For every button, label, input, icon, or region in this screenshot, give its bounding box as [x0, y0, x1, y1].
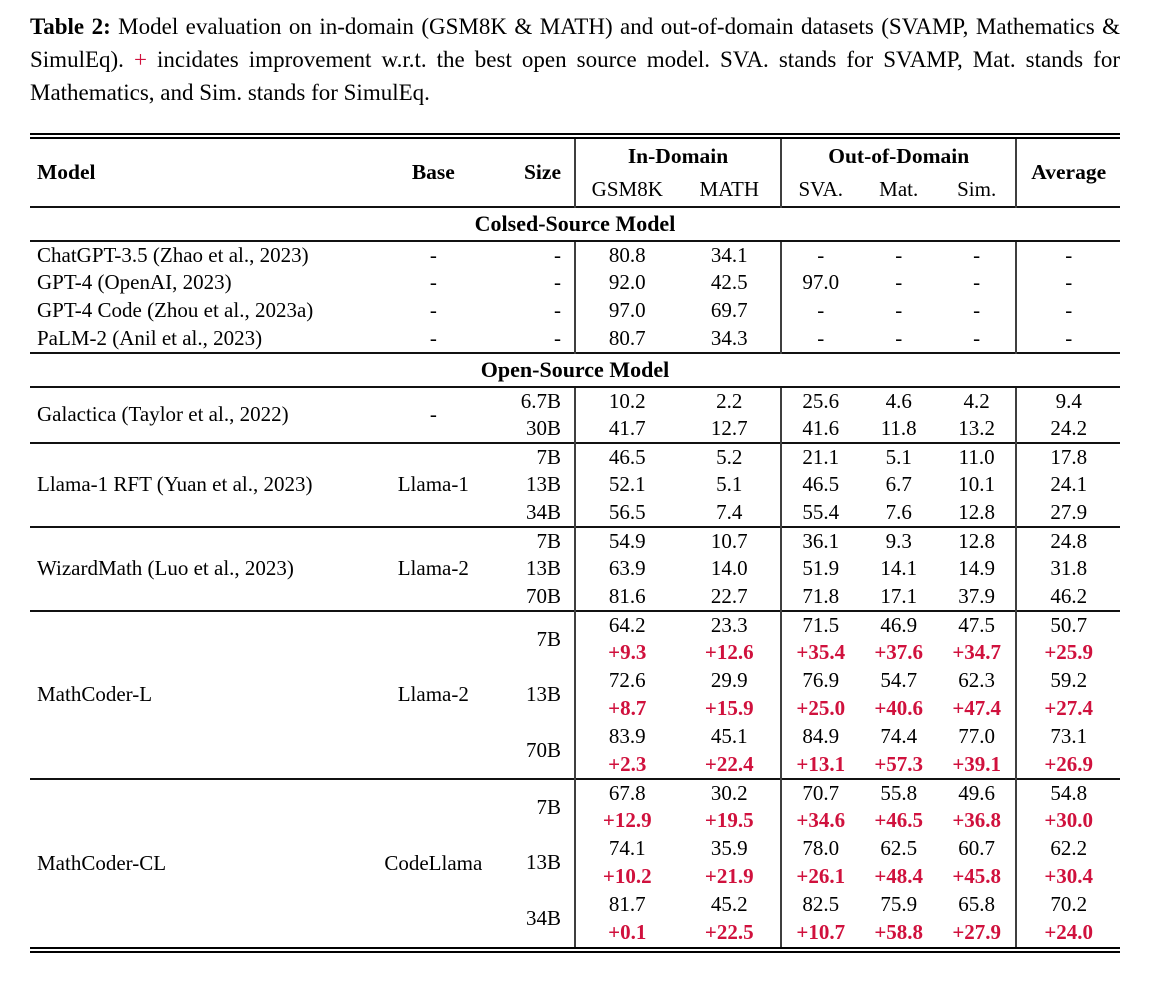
size-cell: 70B [525, 583, 561, 608]
score-cell: 54.9 [575, 527, 679, 555]
size-cell: - [554, 298, 561, 323]
score-cell: 83.9 [575, 723, 679, 751]
improvement-cell: +22.5 [704, 920, 754, 945]
score-cell: - [973, 298, 981, 323]
score-cell: 70.7 [781, 779, 859, 807]
score-cell: 31.8 [1016, 555, 1120, 583]
score-cell: 6.7 [885, 472, 912, 497]
improvement-cell: +2.3 [575, 751, 679, 779]
score-cell: 71.8 [781, 583, 859, 611]
col-header-model: Model [37, 159, 96, 184]
size-cell: 34B [525, 906, 561, 931]
size-cell: 7B [488, 443, 575, 471]
score-cell: 11.8 [880, 415, 917, 440]
score-cell: - [895, 325, 903, 350]
size-cell: 70B [525, 737, 561, 762]
size-cell: 7B [488, 779, 575, 835]
score-cell: 73.1 [1016, 723, 1120, 751]
table-header [30, 139, 1120, 207]
improvement-cell: +37.6 [874, 640, 924, 665]
table-body [30, 207, 1120, 947]
base-cell: - [429, 270, 437, 295]
score-cell: 41.6 [781, 415, 859, 443]
improvement-cell: +27.9 [952, 920, 1002, 945]
section-title: Colsed-Source Model [30, 207, 1120, 241]
improvement-cell: +15.9 [704, 696, 754, 721]
score-cell: 56.5 [575, 499, 679, 527]
score-cell: 24.8 [1016, 527, 1120, 555]
score-cell: 17.8 [1016, 443, 1120, 471]
col-header-mathematics: Mat. [879, 177, 919, 202]
score-cell: - [781, 241, 859, 269]
col-header-average: Average [1016, 139, 1120, 207]
score-cell: 37.9 [958, 583, 996, 608]
score-cell: 59.2 [1016, 667, 1120, 695]
score-cell: 69.7 [710, 298, 748, 323]
caption-text-1: Model evaluation on in-domain (GSM8K & MATH) and out-of-domain datasets (SVAMP, Mathematics & SimulEq). [30, 14, 1120, 72]
score-cell: 14.9 [958, 556, 996, 581]
size-cell: 30B [525, 415, 561, 440]
score-cell: 65.8 [958, 892, 996, 917]
improvement-cell: +26.9 [1016, 751, 1120, 779]
score-cell: 4.2 [938, 387, 1016, 415]
score-cell: 64.2 [575, 611, 679, 639]
score-cell: 14.0 [710, 556, 748, 581]
size-cell: - [554, 242, 561, 267]
model-name-cell: PaLM-2 (Anil et al., 2023) [37, 325, 263, 350]
caption-plus-sign: + [133, 46, 147, 72]
size-cell: - [554, 270, 561, 295]
score-cell: 13.2 [958, 415, 996, 440]
improvement-cell: +0.1 [575, 919, 679, 947]
score-cell: 74.1 [575, 835, 679, 863]
score-cell: 10.2 [575, 387, 679, 415]
score-cell: 41.7 [575, 415, 679, 443]
improvement-cell: +35.4 [781, 639, 859, 667]
score-cell: 97.0 [781, 269, 859, 297]
score-cell: 2.2 [679, 387, 781, 415]
score-cell: 55.8 [859, 779, 937, 807]
col-group-in-domain: In-Domain [575, 139, 781, 174]
improvement-cell: +19.5 [704, 808, 754, 833]
model-name-cell: WizardMath (Luo et al., 2023) [30, 527, 379, 611]
base-cell: Llama-2 [379, 611, 488, 779]
score-cell: 24.2 [1016, 415, 1120, 443]
size-cell: 7B [488, 527, 575, 555]
score-cell: - [973, 325, 981, 350]
score-cell: 24.1 [1016, 471, 1120, 499]
score-cell: - [895, 270, 903, 295]
model-name-cell: GPT-4 Code (Zhou et al., 2023a) [37, 298, 314, 323]
score-cell: 9.4 [1016, 387, 1120, 415]
score-cell: - [1016, 325, 1120, 353]
caption-text-2: incidates improvement w.r.t. the best open source model. SVA. stands for SVAMP, Mat. stands for Mathematics, and Sim. stands for SimulEq. [30, 46, 1121, 105]
section-title: Open-Source Model [30, 353, 1120, 387]
score-cell: - [781, 325, 859, 353]
base-cell: - [429, 242, 437, 267]
score-cell: 81.7 [575, 891, 679, 919]
score-cell: 35.9 [710, 836, 748, 861]
score-cell: 62.5 [880, 836, 918, 861]
score-cell: 7.4 [716, 499, 743, 524]
improvement-cell: +13.1 [781, 751, 859, 779]
size-cell: 13B [525, 850, 561, 875]
score-cell: 25.6 [781, 387, 859, 415]
score-cell: 84.9 [781, 723, 859, 751]
size-cell: 6.7B [488, 387, 575, 415]
model-name-cell: Galactica (Taylor et al., 2022) [30, 387, 379, 443]
improvement-cell: +21.9 [704, 864, 754, 889]
score-cell: 27.9 [1016, 499, 1120, 527]
score-cell: - [781, 297, 859, 325]
score-cell: 50.7 [1016, 611, 1120, 639]
score-cell: 63.9 [575, 555, 679, 583]
improvement-cell: +39.1 [952, 751, 1002, 776]
score-cell: - [1016, 241, 1120, 269]
score-cell: 72.6 [575, 667, 679, 695]
improvement-cell: +47.4 [952, 696, 1002, 721]
score-cell: 71.5 [781, 611, 859, 639]
improvement-cell: +24.0 [1016, 919, 1120, 947]
col-group-out-of-domain: Out-of-Domain [781, 139, 1016, 174]
score-cell: 42.5 [710, 270, 748, 295]
score-cell: 12.8 [958, 499, 996, 524]
score-cell: 60.7 [958, 836, 996, 861]
size-cell: - [554, 325, 561, 350]
results-table-frame [30, 133, 1120, 953]
score-cell: 23.3 [679, 611, 781, 639]
size-cell: 13B [525, 556, 561, 581]
score-cell: 81.6 [575, 583, 679, 611]
score-cell: 80.8 [575, 241, 679, 269]
improvement-cell: +48.4 [874, 864, 924, 889]
score-cell: 55.4 [781, 499, 859, 527]
size-cell: 13B [525, 472, 561, 497]
score-cell: 67.8 [575, 779, 679, 807]
improvement-cell: +27.4 [1016, 695, 1120, 723]
score-cell: 17.1 [880, 583, 918, 608]
score-cell: 12.7 [710, 415, 748, 440]
score-cell: 46.5 [575, 443, 679, 471]
size-cell: 13B [525, 682, 561, 707]
improvement-cell: +34.7 [952, 640, 1002, 665]
model-name-cell: Llama-1 RFT (Yuan et al., 2023) [30, 443, 379, 527]
improvement-cell: +45.8 [952, 864, 1002, 889]
col-header-size: Size [523, 159, 561, 184]
score-cell: 5.1 [716, 472, 743, 497]
score-cell: 21.1 [781, 443, 859, 471]
improvement-cell: +12.6 [704, 640, 754, 665]
score-cell: 92.0 [575, 269, 679, 297]
score-cell: 47.5 [938, 611, 1016, 639]
score-cell: 5.1 [859, 443, 937, 471]
improvement-cell: +10.7 [781, 919, 859, 947]
score-cell: 82.5 [781, 891, 859, 919]
score-cell: 77.0 [958, 724, 996, 749]
results-table [30, 139, 1120, 947]
score-cell: - [973, 242, 981, 267]
score-cell: - [895, 242, 903, 267]
score-cell: 46.2 [1016, 583, 1120, 611]
base-cell: - [429, 298, 437, 323]
score-cell: 10.7 [679, 527, 781, 555]
score-cell: 45.1 [710, 724, 748, 749]
score-cell: 97.0 [575, 297, 679, 325]
score-cell: 9.3 [859, 527, 937, 555]
improvement-cell: +30.4 [1016, 863, 1120, 891]
score-cell: 80.7 [575, 325, 679, 353]
improvement-cell: +34.6 [781, 807, 859, 835]
score-cell: 70.2 [1016, 891, 1120, 919]
improvement-cell: +40.6 [874, 696, 924, 721]
score-cell: - [895, 298, 903, 323]
score-cell: - [973, 270, 981, 295]
table-caption [30, 11, 1120, 110]
score-cell: 54.8 [1016, 779, 1120, 807]
improvement-cell: +30.0 [1016, 807, 1120, 835]
improvement-cell: +22.4 [704, 751, 754, 776]
improvement-cell: +46.5 [874, 808, 924, 833]
col-header-svamp: SVA. [781, 174, 859, 207]
base-cell: CodeLlama [379, 779, 488, 947]
improvement-cell: +58.8 [874, 920, 924, 945]
improvement-cell: +10.2 [575, 863, 679, 891]
score-cell: 7.6 [885, 499, 912, 524]
col-header-base: Base [411, 159, 455, 184]
model-name-cell: MathCoder-L [30, 611, 379, 779]
score-cell: 46.9 [859, 611, 937, 639]
score-cell: 51.9 [781, 555, 859, 583]
base-cell: - [429, 325, 437, 350]
score-cell: 78.0 [781, 835, 859, 863]
improvement-cell: +25.0 [781, 695, 859, 723]
score-cell: - [1016, 269, 1120, 297]
base-cell: - [379, 387, 488, 443]
improvement-cell: +9.3 [575, 639, 679, 667]
score-cell: 45.2 [710, 892, 748, 917]
score-cell: 12.8 [938, 527, 1016, 555]
improvement-cell: +12.9 [575, 807, 679, 835]
improvement-cell: +57.3 [874, 751, 924, 776]
model-name-cell: ChatGPT-3.5 (Zhao et al., 2023) [37, 242, 309, 267]
score-cell: 62.2 [1016, 835, 1120, 863]
score-cell: 74.4 [880, 724, 918, 749]
score-cell: 76.9 [781, 667, 859, 695]
score-cell: 30.2 [679, 779, 781, 807]
model-name-cell: GPT-4 (OpenAI, 2023) [37, 270, 232, 295]
col-header-gsm8k: GSM8K [575, 174, 679, 207]
score-cell: 54.7 [880, 668, 918, 693]
score-cell: 5.2 [679, 443, 781, 471]
base-cell: Llama-1 [379, 443, 488, 527]
score-cell: 34.1 [710, 242, 748, 267]
size-cell: 7B [488, 611, 575, 667]
score-cell: 4.6 [859, 387, 937, 415]
score-cell: 36.1 [781, 527, 859, 555]
caption-table-label: Table 2: [30, 14, 111, 39]
score-cell: 75.9 [880, 892, 918, 917]
score-cell: - [1016, 297, 1120, 325]
model-name-cell: MathCoder-CL [30, 779, 379, 947]
col-header-simuleq: Sim. [957, 177, 997, 202]
score-cell: 52.1 [575, 471, 679, 499]
score-cell: 34.3 [710, 325, 748, 350]
score-cell: 29.9 [710, 668, 748, 693]
score-cell: 11.0 [938, 443, 1016, 471]
size-cell: 34B [525, 499, 561, 524]
score-cell: 62.3 [958, 668, 996, 693]
base-cell: Llama-2 [379, 527, 488, 611]
score-cell: 22.7 [710, 583, 748, 608]
improvement-cell: +26.1 [781, 863, 859, 891]
improvement-cell: +25.9 [1016, 639, 1120, 667]
score-cell: 46.5 [781, 471, 859, 499]
improvement-cell: +36.8 [952, 808, 1002, 833]
col-header-math: MATH [699, 177, 760, 202]
score-cell: 10.1 [958, 472, 996, 497]
score-cell: 14.1 [880, 556, 918, 581]
improvement-cell: +8.7 [575, 695, 679, 723]
score-cell: 49.6 [938, 779, 1016, 807]
